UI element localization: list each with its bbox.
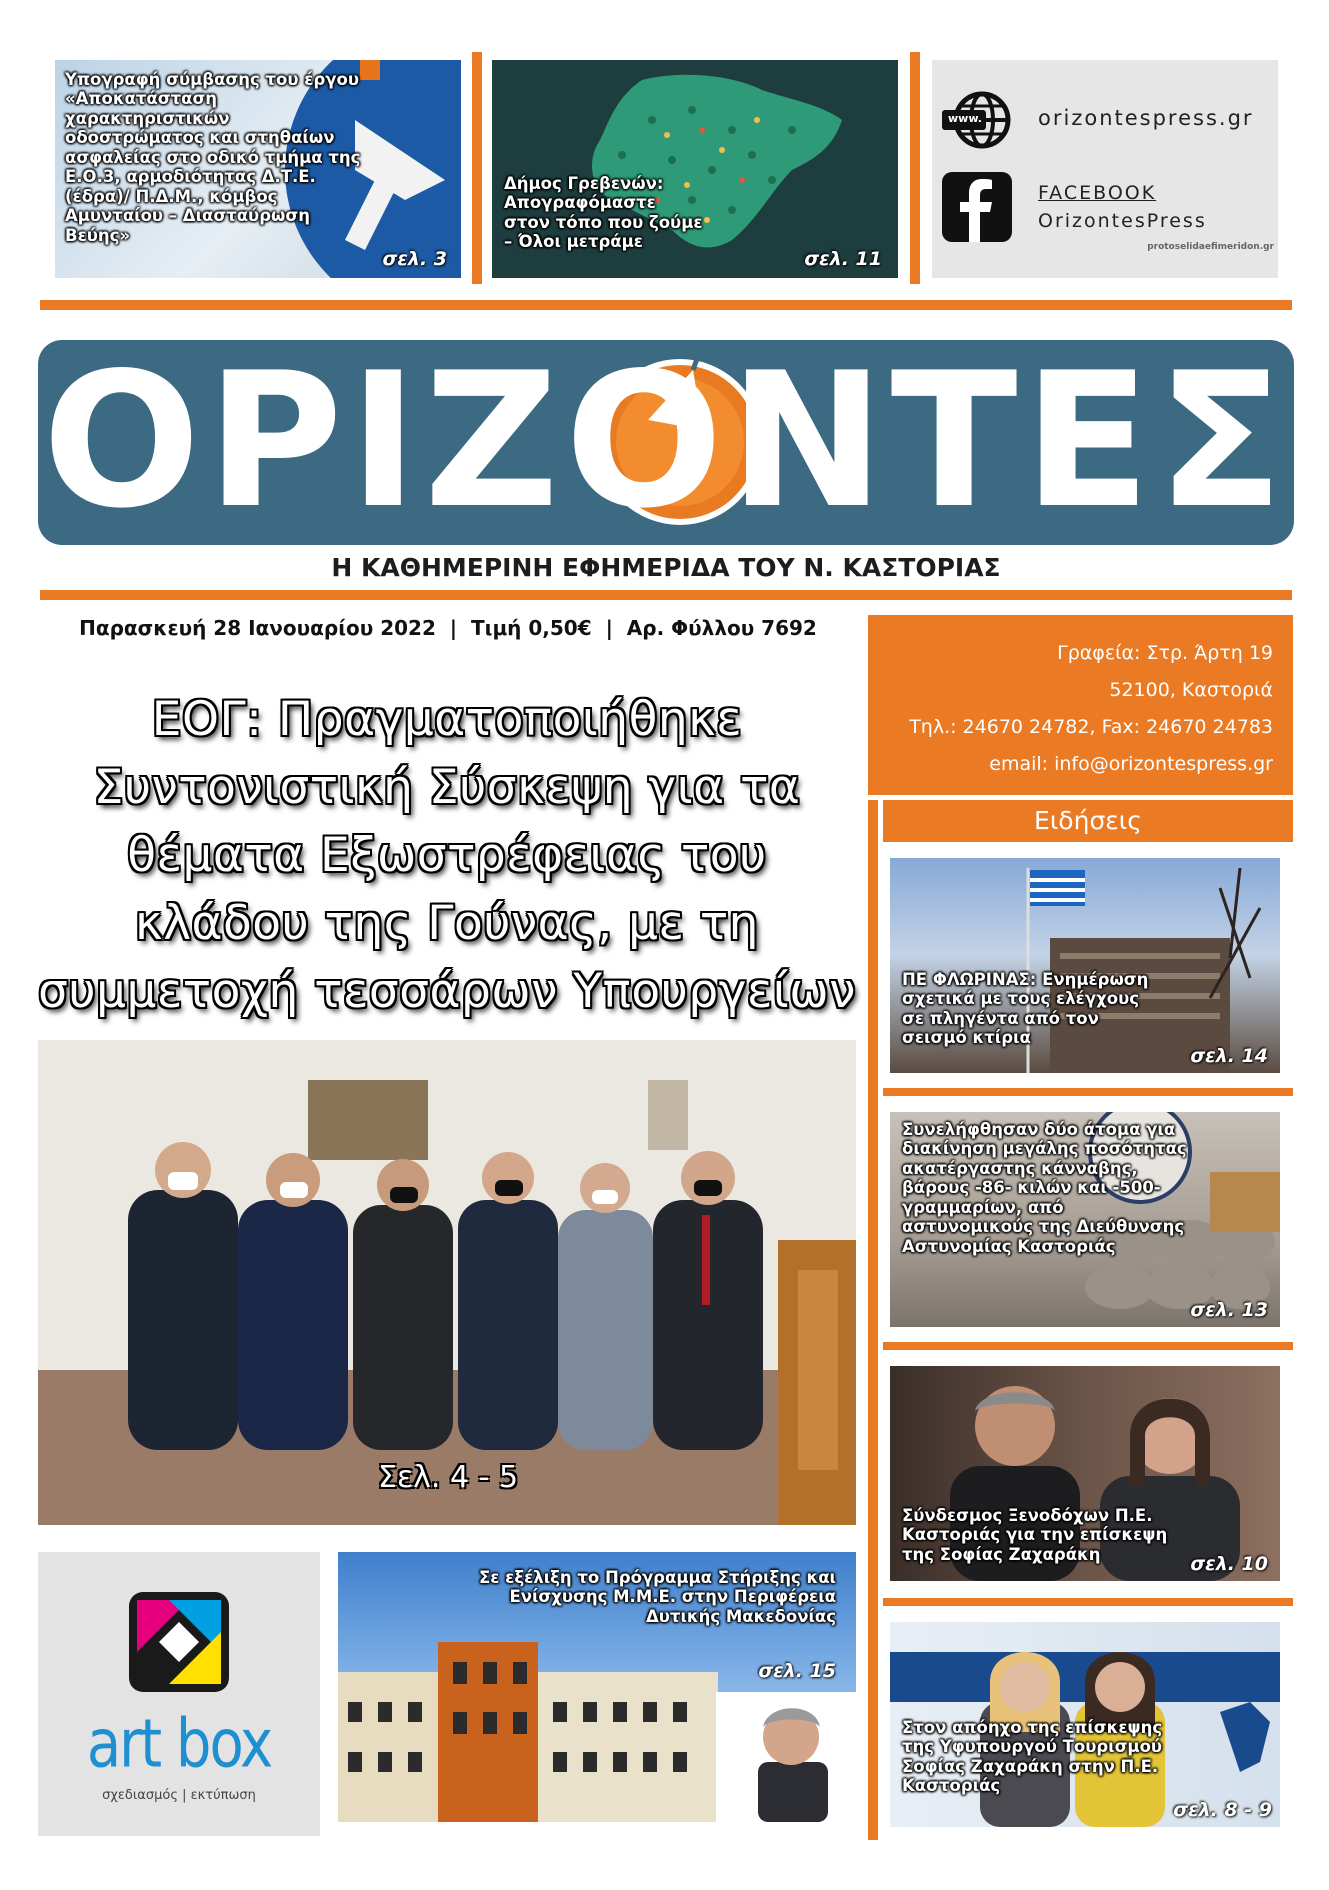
www-badge: www. <box>948 112 982 125</box>
artbox-ad[interactable] <box>38 1552 320 1836</box>
website-text: orizontespress.gr <box>1038 106 1254 130</box>
contact-address: Γραφεία: Στρ. Άρτη 19 <box>1057 642 1273 664</box>
news-florina-text: ΠΕ ΦΛΩΡΙΝΑΣ: Ενημέρωση σχετικά με τους ελέγχους σε πληγέντα από τον σεισμό κτίρια <box>902 970 1149 1048</box>
social-divider <box>910 52 920 284</box>
teaser-road-text: Υπογραφή σύμβασης του έργου «Αποκατάσταση χαρακτηριστικών οδοστρώματος και στηθαίων ασφαλείας στο οδικό τμήμα της Ε.Ο.3, αρμοδιότητας Δ.Τ.Ε. (έδρα)/ Π.Δ.Μ., κόμβος Αμυνταίου – Διασταύρωση Βεύης» <box>65 70 361 245</box>
news-hoteliers-page: σελ. 10 <box>1190 1553 1268 1575</box>
contact-postcode: 52100, Καστοριά <box>1109 679 1273 701</box>
bottom-story-sme[interactable] <box>338 1552 856 1822</box>
watermark: protoselidaefimeridon.gr <box>1147 242 1274 252</box>
facebook-icon <box>942 172 1012 242</box>
facebook-label: FACEBOOK <box>1038 182 1157 204</box>
artbox-tagline: σχεδιασμός | εκτύπωση <box>102 1788 256 1803</box>
news-tourism-text: Στον απόηχο της επίσκεψης της Υφυπουργού Τουρισμού Σοφίας Ζαχαράκη στην Π.Ε. Καστοριάς <box>902 1718 1163 1796</box>
officials-group-photo <box>38 1040 856 1525</box>
news-arrest-page: σελ. 13 <box>1190 1299 1268 1321</box>
news-divider-1 <box>883 1088 1293 1096</box>
contact-box <box>868 615 1293 795</box>
contact-email[interactable]: email: info@orizontespress.gr <box>989 753 1273 775</box>
bottom-story-text: Σε εξέλιξη το Πρόγραμμα Στήριξης και Ενίσχυσης Μ.Μ.Ε. στην Περιφέρεια Δυτικής Μακεδονίας <box>478 1568 836 1626</box>
news-tourism-page: σελ. 8 - 9 <box>1173 1799 1272 1821</box>
news-divider-2 <box>883 1342 1293 1350</box>
news-divider-3 <box>883 1598 1293 1606</box>
main-story[interactable] <box>38 650 856 1525</box>
teaser-road-page: σελ. 3 <box>382 248 447 270</box>
news-header-label: Ειδήσεις <box>1034 806 1142 835</box>
masthead-banner[interactable] <box>38 332 1294 549</box>
teaser-road-contract[interactable] <box>55 60 461 278</box>
facebook-handle: OrizontesPress <box>1038 210 1207 232</box>
news-hoteliers-text: Σύνδεσμος Ξενοδόχων Π.Ε. Καστοριάς για την επίσκεψη της Σοφίας Ζαχαράκη <box>902 1506 1168 1564</box>
artbox-logo-icon <box>129 1592 229 1692</box>
teaser-census-page: σελ. 11 <box>804 248 882 270</box>
main-story-photo <box>38 1040 856 1525</box>
news-arrest-text: Συνελήφθησαν δύο άτομα για διακίνηση μεγάλης ποσότητας ακατέργαστης κάνναβης, βάρους -86- κιλών και -500- γραμμαρίων, από αστυνομικούς της Διεύθυνσης Αστυνομίας Καστοριάς <box>902 1120 1187 1256</box>
teaser-census[interactable] <box>492 60 898 278</box>
issue-line: Παρασκευή 28 Ιανουαρίου 2022 | Τιμή 0,50€ | Αρ. Φύλλου 7692 <box>79 616 817 640</box>
teaser-census-text: Δήμος Γρεβενών: Απογραφόμαστε στον τόπο που ζούμε – Όλοι μετράμε <box>504 174 703 252</box>
masthead-subtitle: Η ΚΑΘΗΜΕΡΙΝΗ ΕΦΗΜΕΡΙΔΑ ΤΟΥ Ν. ΚΑΣΤΟΡΙΑΣ <box>331 553 1001 582</box>
masthead-bottom-rule <box>40 590 1292 600</box>
news-item-florina[interactable] <box>890 858 1280 1073</box>
masthead-top-rule <box>40 300 1292 310</box>
news-item-hoteliers[interactable] <box>890 1366 1280 1581</box>
bottom-story-page: σελ. 15 <box>758 1660 836 1682</box>
facebook-link[interactable] <box>942 172 1272 252</box>
news-florina-page: σελ. 14 <box>1190 1045 1268 1067</box>
masthead-title: ΟΡΙΖΟΝΤΕΣ <box>42 332 1290 549</box>
sidebar-vertical-rule <box>868 800 878 1840</box>
website-link[interactable] <box>942 88 1272 148</box>
teaser-divider <box>472 52 482 284</box>
news-item-arrest[interactable] <box>890 1112 1280 1327</box>
news-item-tourism[interactable] <box>890 1622 1280 1827</box>
main-story-headline: ΕΟΓ: Πραγματοποιήθηκε Συντονιστική Σύσκεψη για τα θέματα Εξωστρέφειας του κλάδου της Γούνας, με τη συμμετοχή τεσσάρων Υπουργείων <box>38 692 856 1019</box>
contact-phone: Τηλ.: 24670 24782, Fax: 24670 24783 <box>909 716 1273 738</box>
news-header <box>883 800 1293 842</box>
social-box <box>932 60 1278 278</box>
artbox-brand: art box <box>86 1705 272 1784</box>
main-story-page: Σελ. 4 - 5 <box>378 1460 519 1495</box>
